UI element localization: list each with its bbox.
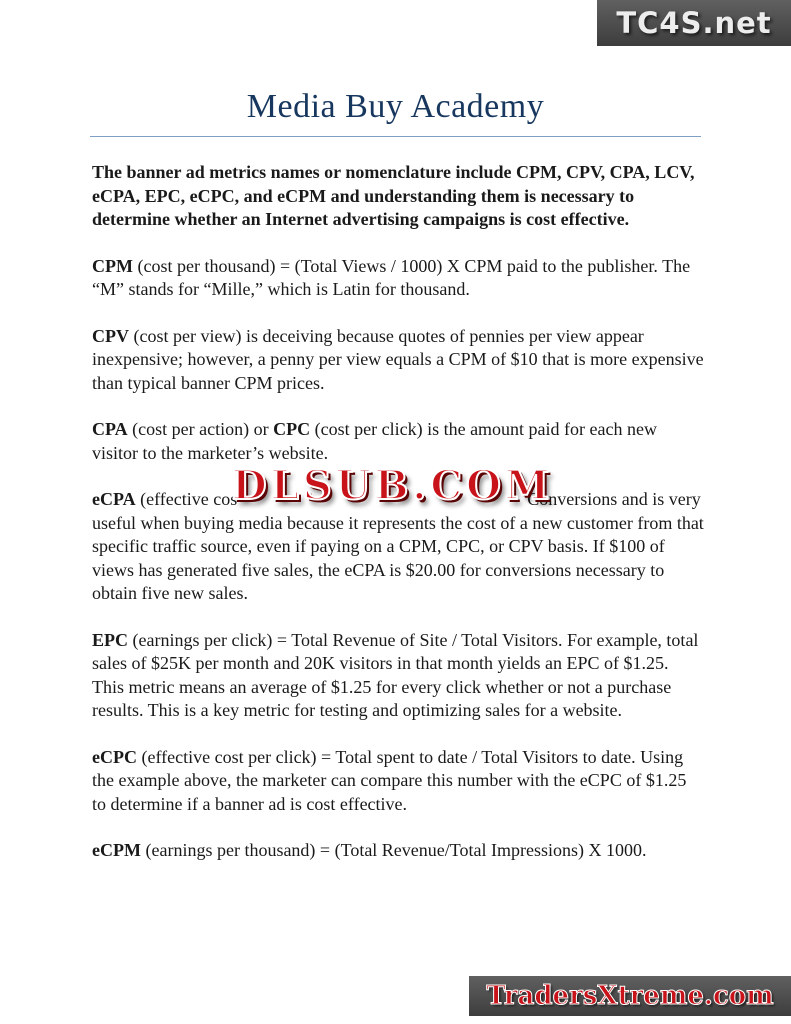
paragraph-ecpm <box>92 839 704 863</box>
paragraph-ecpm-text: (earnings per thousand) = (Total Revenue/Total Impressions) X 1000. <box>140 840 647 860</box>
paragraph-epc-text: (earnings per click) = Total Revenue of Site / Total Visitors. For example, total sales of $25K per month and 20K visitors in that month yields an EPC of $1.25. This metric means an average of $1.25 for every click whether or not a purchase results. This is a key metric for testing and optimizing sales for a website. <box>92 629 699 720</box>
paragraph-cpa-mid: (cost per action) or <box>127 419 274 439</box>
paragraph-ecpa-post: Conversions and is very useful when buying media because it represents the cost of a new customer from that specific traffic source, even if paying on a CPM, CPC, or CPV basis. If $100 of views has generated five sales, the eCPA is $20.00 for conversions necessary to obtain five new sales. <box>92 489 704 603</box>
paragraph-ecpa <box>92 462 704 606</box>
term-ecpc: eCPC <box>92 746 137 767</box>
tc4s-logo-stamp <box>597 0 791 46</box>
paragraph-cpm-text: (cost per thousand) = (Total Views / 1000) X CPM paid to the publisher. The “M” stands for “Mille,” which is Latin for thousand. <box>92 255 691 299</box>
term-cpc: CPC <box>273 419 311 439</box>
paragraph-cpa <box>92 418 704 465</box>
paragraph-cpv-text: (cost per view) is deceiving because quotes of pennies per view appear inexpensive; however, a penny per view equals a CPM of $10 that is more expensive than typical banner CPM prices. <box>92 325 704 393</box>
paragraph-cpa-text: (cost per click) is the amount paid for each new visitor to the marketer’s website. <box>92 419 657 463</box>
page-title: Media Buy Academy <box>246 88 545 125</box>
paragraph-ecpc-text: (effective cost per click) = Total spent to date / Total Visitors to date. Using the example above, the marketer can compare this number with the eCPC of $1.25 to determine if a banner ad is cost effective. <box>92 746 687 814</box>
term-ecpa: eCPA <box>92 489 136 509</box>
term-ecpm: eCPM <box>92 840 141 860</box>
document-body <box>0 137 791 863</box>
paragraph-cpv <box>92 325 704 396</box>
tc4s-logo-text: TC4S.net <box>616 6 772 40</box>
dlsub-watermark: DLSUB.COM <box>232 462 554 509</box>
tradersxtreme-logo-stamp <box>469 976 791 1016</box>
term-cpm: CPM <box>92 255 133 276</box>
paragraph-ecpa-pre: (effective cos <box>135 489 238 509</box>
term-cpv: CPV <box>92 325 129 346</box>
paragraph-epc <box>92 629 704 723</box>
paragraph-cpm <box>92 255 704 302</box>
paragraph-ecpc <box>92 746 704 817</box>
intro-paragraph: The banner ad metrics names or nomenclature include CPM, CPV, CPA, LCV, eCPA, EPC, eCPC, and eCPM and understanding them is necessary to determine whether an Internet advertising campaigns is cost effective. <box>92 162 695 229</box>
term-epc: EPC <box>92 629 128 650</box>
tradersxtreme-logo-text: TradersXtreme.com <box>486 981 774 1011</box>
term-cpa: CPA <box>92 419 128 439</box>
